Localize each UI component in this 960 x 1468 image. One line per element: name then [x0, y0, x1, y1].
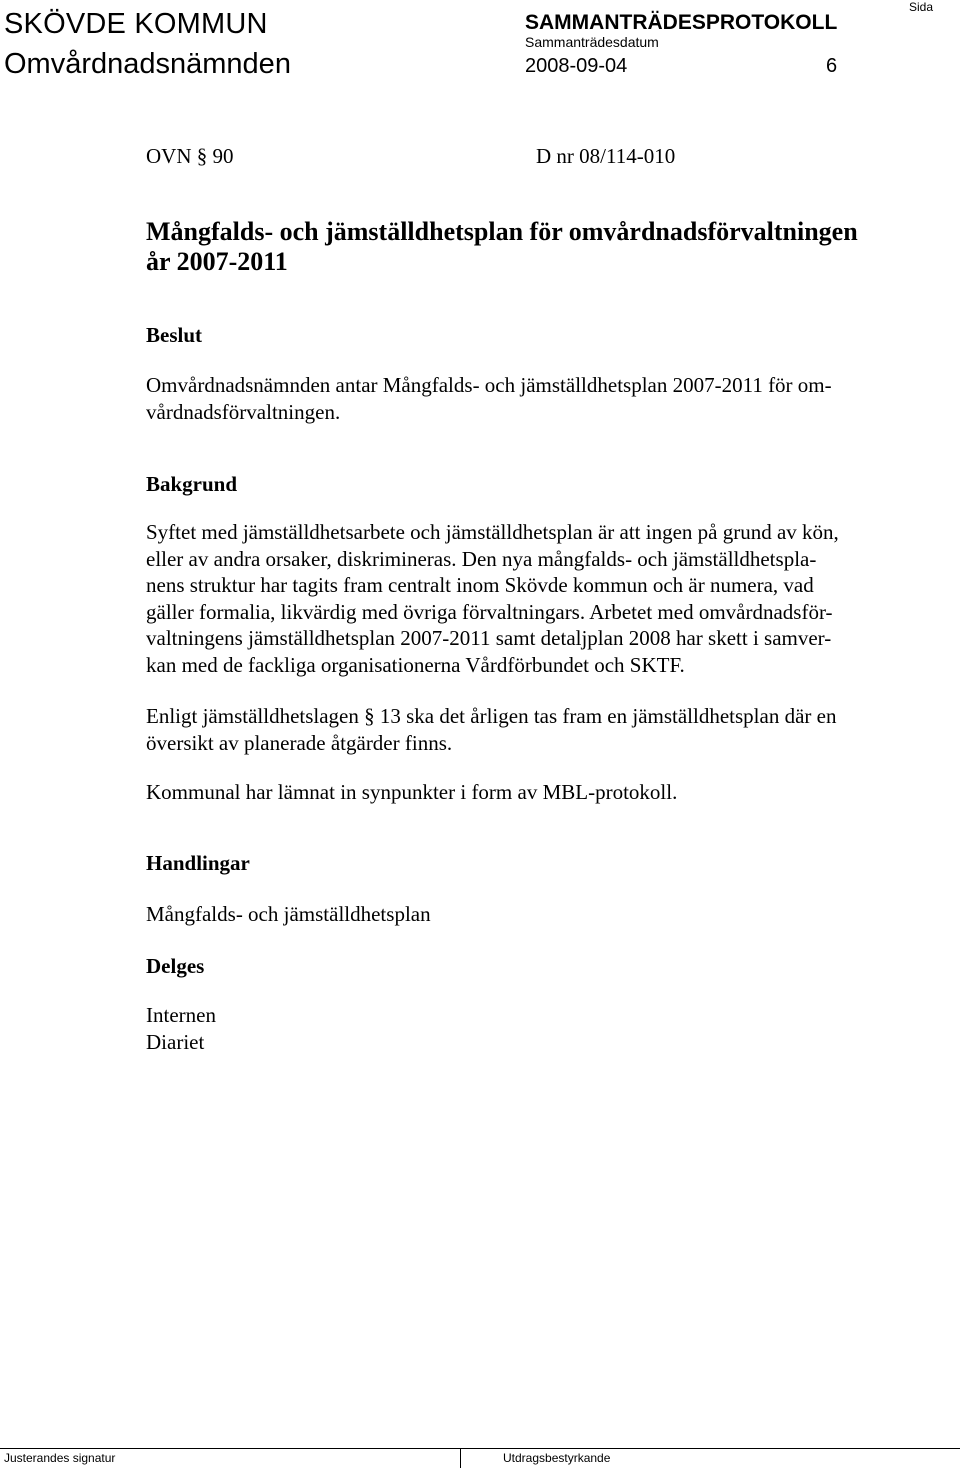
text-line: Enligt jämställdhetslagen § 13 ska det årligen tas fram en jämställdhetsplan där en: [146, 704, 837, 728]
text-line: Kommunal har lämnat in synpunkter i form av MBL-protokoll.: [146, 780, 678, 804]
section-heading-beslut: Beslut: [146, 323, 203, 347]
document-title: [146, 217, 926, 277]
meeting-date-label: Sammanträdesdatum: [525, 34, 659, 50]
title-line: år 2007-2011: [146, 247, 288, 276]
list-item: Diariet: [146, 1029, 205, 1054]
meeting-date: 2008-09-04: [525, 55, 628, 77]
text-line: gäller formalia, likvärdig med övriga förvaltningars. Arbetet med omvårdnadsför-: [146, 599, 833, 624]
case-paragraph: OVN § 90: [146, 144, 234, 168]
text-line: valtningens jämställdhetsplan 2007-2011 samt detaljplan 2008 har skett i samver-: [146, 626, 832, 651]
text-line: Omvårdnadsnämnden antar Mångfalds- och jämställdhetsplan 2007-2011 för om-: [146, 373, 832, 397]
text-line: nens struktur har tagits fram centralt inom Skövde kommun och är numera, vad: [146, 573, 814, 598]
bakgrund-paragraph-2: [146, 703, 906, 756]
case-diarienummer: D nr 08/114-010: [536, 144, 676, 168]
text-line: kan med de fackliga organisationerna Vårdförbundet och SKTF.: [146, 652, 685, 677]
page-label: Sida: [909, 0, 934, 14]
handlingar-list: [146, 901, 906, 928]
section-heading-handlingar: Handlingar: [146, 851, 250, 875]
list-item: Mångfalds- och jämställdhetsplan: [146, 902, 431, 926]
protocol-title: SAMMANTRÄDESPROTOKOLL: [525, 11, 838, 34]
bakgrund-paragraph-1: [146, 519, 906, 679]
text-line: eller av andra orsaker, diskrimineras. Den nya mångfalds- och jämställdhetspla-: [146, 546, 817, 571]
section-heading-delges: Delges: [146, 954, 205, 978]
municipality-name: SKÖVDE KOMMUN: [4, 8, 268, 40]
signature-label: Justerandes signatur: [4, 1451, 116, 1465]
beslut-text: [146, 372, 906, 425]
footer-separator: [460, 1449, 461, 1468]
list-item: Internen: [146, 1003, 216, 1027]
footer-divider: [0, 1448, 960, 1449]
page-number: 6: [826, 55, 838, 77]
committee-name: Omvårdnadsnämnden: [4, 48, 291, 80]
text-line: översikt av planerade åtgärder finns.: [146, 730, 453, 755]
text-line: Syftet med jämställdhetsarbete och jämställdhetsplan är att ingen på grund av kön,: [146, 520, 839, 544]
text-line: vårdnadsförvaltningen.: [146, 399, 341, 424]
section-heading-bakgrund: Bakgrund: [146, 472, 238, 496]
title-line: Mångfalds- och jämställdhetsplan för omvårdnadsförvaltningen: [146, 217, 858, 246]
bakgrund-paragraph-3: [146, 779, 906, 806]
certification-label: Utdragsbestyrkande: [503, 1451, 611, 1465]
delges-list: [146, 1002, 906, 1055]
